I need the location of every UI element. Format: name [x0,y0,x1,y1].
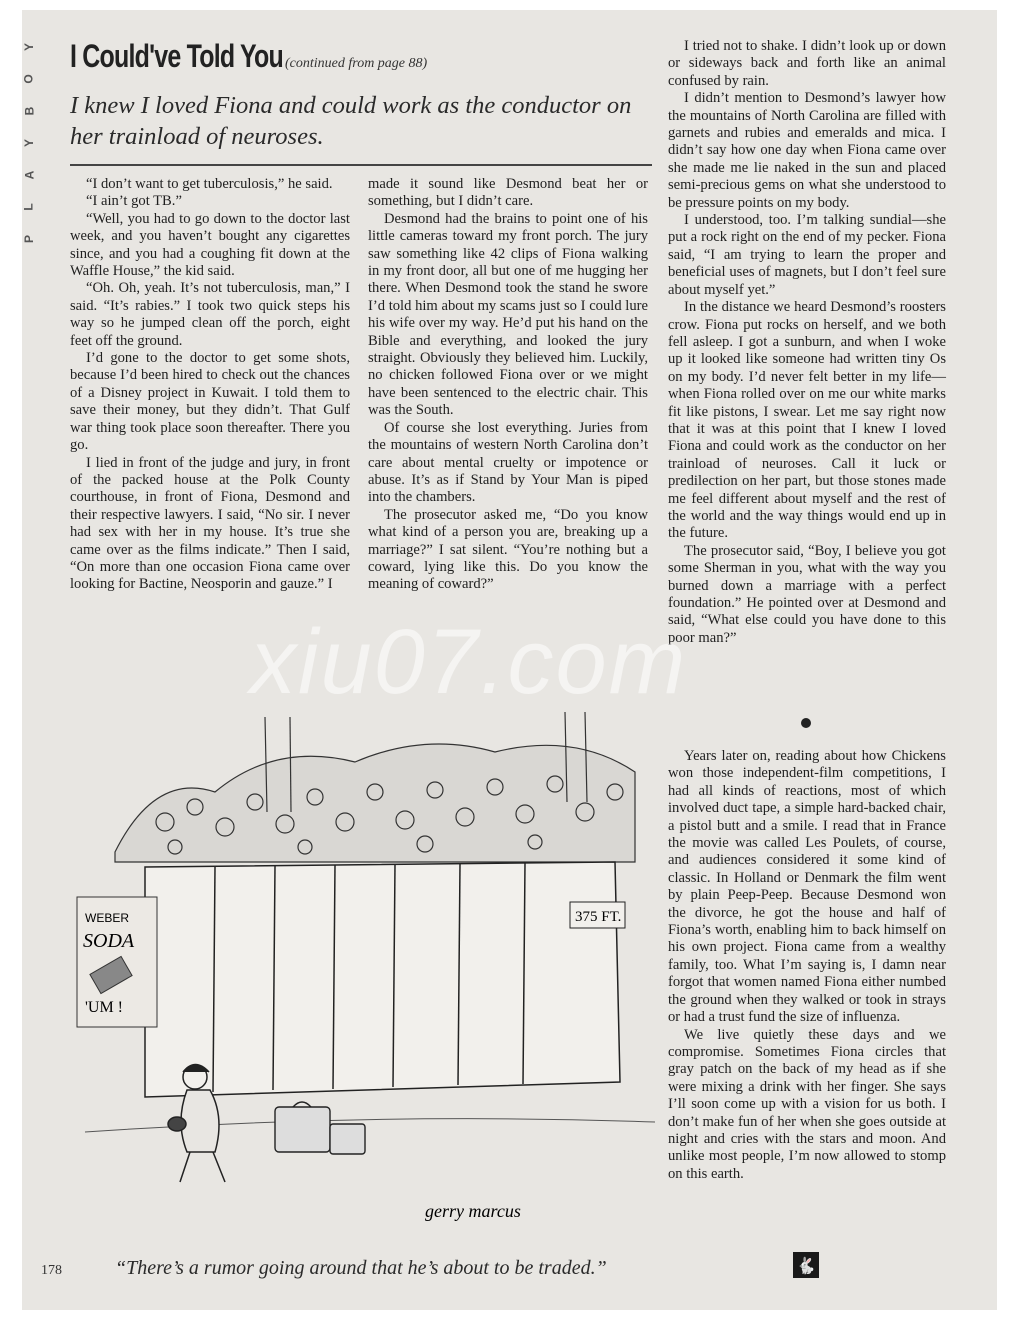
paragraph: “I don’t want to get tuberculosis,” he said. [86,176,333,192]
paragraph: “Well, you had to go down to the doctor last week, and you haven’t bought any cigarettes since, and you had a coughing fit down at the Waffle House,” the kid said. [70,210,350,280]
bunny-logo-icon: 🐇 [793,1252,819,1278]
paragraph: I’d gone to the doctor to get some shots, because I’d been hired to check out the chances of a Disney project in Kuwait. I told them to save their money, but they didn’t. That Gulf war thing took place soon thereafter. There you go. [70,350,350,454]
sign-line-3: 'UM ! [85,999,123,1016]
spine-letter: Y [21,42,36,52]
page-number: 178 [41,1263,62,1278]
paragraph: I lied in front of the judge and jury, in front of the packed house at the Polk County courthouse, in front of Fiona, Desmond and their respective lawyers. I said, “No sir. I never had sex with her in my house. It’s true she came over as the films indicate.” Then I said, “On more than one occasion Fiona came over looking for Bactine, Neosporin and gauze.” I [70,454,350,593]
continued-note: (continued from page 88) [285,56,428,71]
paragraph: Of course she lost everything. Juries from the mountains of western North Carolina don’t care about mental cruelty or impotence or abuse. It’s as if Stand by Your Man is piped into the chambers. [368,419,648,506]
paragraph: We live quietly these days and we compromise. Sometimes Fiona circles that gray patch on the back of my head as if she were mixing a drink with her finger. She says I’ll soon come up with a vision for us both. I don’t make fun of her when she goes outside at night and cries with the stars and moon. And unlike most people, I’m now allowed to stomp on this earth. [668,1026,946,1182]
paragraph: I tried not to shake. I didn’t look up or down or sideways back and forth like an animal confused by rain. [668,38,946,89]
paragraph: Desmond had the brains to point one of his little cameras toward my front porch. The jury saw something like 42 clips of Fiona walking in my front door, all but one of me hugging her there. When Desmond took the stand he swore I’d told him about my scams just so I could lure his wife over my way. He’d put his hand on the Bible and everything, and looked the jury straight. Obviously they believed him. Luckily, no chicken followed Fiona over or we might have been sentenced to the electric chair. This was the South. [368,210,648,419]
article-deck: I knew I loved Fiona and could work as the conductor on her trainload of neuroses. [70,92,632,150]
paragraph: I didn’t mention to Desmond’s lawyer how the mountains of North Carolina are filled with garnets and rubies and emeralds and mica. I didn’t say how one day when Fiona came over she made me lie naked in the sun and placed semi-precious gems on what she understood to be pressure points on my body. [668,90,946,211]
paragraph: “Oh. Oh, yeah. It’s not tuberculosis, man,” I said. “It’s rabies.” I took two quick steps his way so he jumped clean off the porch, eight feet off the ground. [70,280,350,349]
paragraph: “I ain’t got TB.” [86,193,182,210]
magazine-spine [14,40,44,246]
spine-letter: P [21,234,36,244]
crowd-drawing [115,712,635,862]
text-column-2 [368,176,648,594]
cartoon-illustration [75,712,655,1232]
paragraph: The prosecutor said, “Boy, I believe you got some Sherman in you, what with the way you burned down a marriage with a perfect foundation.” He pointed over at Desmond and said, “What else could you have done to this poor man?” [668,542,946,646]
watermark-text: xiu07.com [250,611,688,713]
spine-letter: B [21,106,36,116]
sign-line-1: WEBER [85,911,130,925]
text-column-3 [668,38,946,647]
distance-marker-label: 375 FT. [575,909,622,925]
sign-line-2: SODA [83,930,135,952]
paragraph: Years later on, reading about how Chickens won those independent-film competitions, I had all kinds of reactions, most of which involved duct tape, a simple hard-backed chair, a pistol butt and a smile. I read that in France the movie was called Les Poulets, of course, and audiences considered it some kind of classic. In Holland or Denmark the film went by plain Peep-Peep. Because Desmond won the divorce, he got the house and half of Fiona’s worth, enabling him to back himself on his own project. Fiona came from a wealthy family, too. What I’m saying is, I damn near forgot that women named Fiona either numbed the ground when they walked or took in strays or had a trust fund the size of influenza. [668,748,946,1026]
paragraph: The prosecutor asked me, “Do you know what kind of a person you are, breaking up a marriage?” I sat silent. “You’re nothing but a coward, lying like this. Do you know the meaning of coward?” [368,506,648,593]
spine-letter: L [22,203,36,211]
paragraph: I understood, too. I’m talking sundial—she put a rock right on the end of my pecker. Fiona said, “I am trying to learn the proper and beneficial uses of magnets, but I don’t feel sure about myself yet.” [668,212,946,298]
spine-letter: Y [21,138,36,148]
cartoon-signature: gerry marcus [425,1201,521,1221]
section-break-bullet [801,718,811,728]
header-rule [70,164,652,166]
suitcases [275,1102,365,1154]
paragraph: In the distance we heard Desmond’s roosters crow. Fiona put rocks on herself, and we both fell asleep. I got a sunburn, and when I woke up it looked like someone had written tiny Os on my body. I’d never felt better in my life—when Fiona rolled over on me our white marks fit like pistons, I swear. Let me say right now that it was at this point that I knew I loved Fiona and could work as the conductor on her trainload of neuroses. Call it luck or predilection on her part, but those stones made me feel different about myself and the rest of the world and the way things would end up in the future. [668,299,946,542]
text-column-4 [668,748,946,1183]
soda-sign [77,897,157,1027]
spine-letter: A [21,170,36,180]
text-column-1 [70,176,350,594]
cartoon-caption: “There’s a rumor going around that he’s about to be traded.” [115,1257,607,1279]
outfield-wall [145,862,620,1097]
article-title: I Could've Told You [70,38,283,74]
spine-letter: O [22,74,36,84]
paragraph: made it sound like Desmond beat her or something, but I didn’t care. [368,176,648,210]
